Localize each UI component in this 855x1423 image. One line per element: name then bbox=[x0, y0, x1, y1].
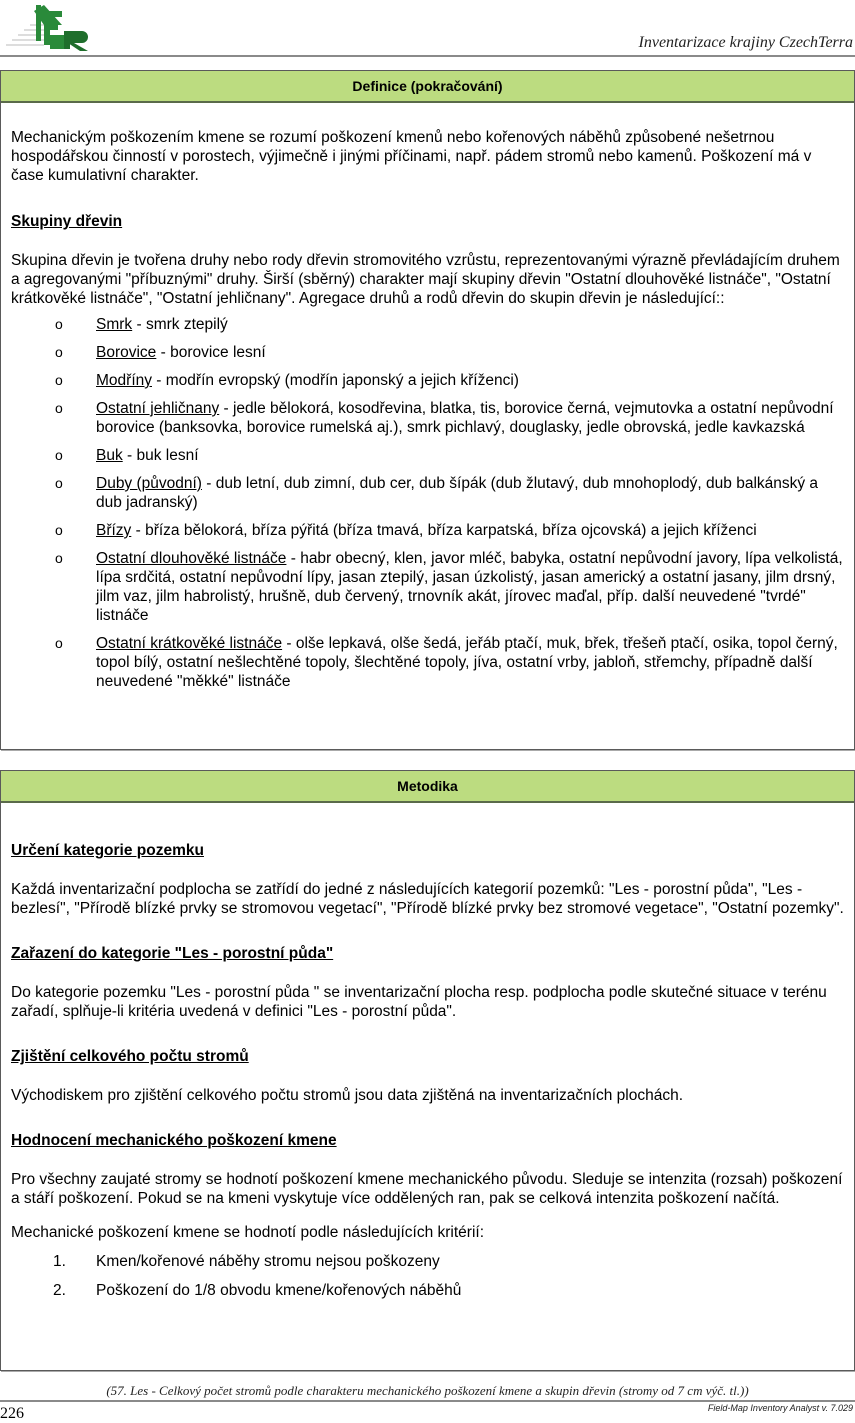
criteria-list bbox=[11, 1252, 844, 1300]
bullet-icon: o bbox=[55, 475, 63, 491]
methodology-body bbox=[1, 841, 854, 1300]
group-description: - dub letní, dub zimní, dub cer, dub šípák (dub žlutavý, dub mnohoplodý, dub balkánský a dub jadranský) bbox=[96, 475, 819, 511]
tree-groups-title: Skupiny dřevin bbox=[11, 213, 123, 230]
criteria-intro: Mechanické poškození kmene se hodnotí podle následujících kritérií: bbox=[11, 1224, 485, 1241]
item-number: 2. bbox=[53, 1282, 66, 1299]
section-title: Zařazení do kategorie "Les - porostní půda" bbox=[11, 945, 334, 962]
criterion-text: Kmen/kořenové náběhy stromu nejsou poškozeny bbox=[96, 1253, 440, 1270]
group-description: - olše lepkavá, olše šedá, jeřáb ptačí, muk, břek, třešeň ptačí, osika, topol černý, topol bílý, ostatní nešlechtěné topoly, šlechtěné topoly, jíva, ostatní vrby, jabloň, střemchy, případně další neuvedené "měkké" listnáče bbox=[96, 635, 838, 690]
group-description: - habr obecný, klen, javor mléč, babyka, ostatní nepůvodní javory, lípa velkolistá, lípa srdčitá, ostatní nepůvodní lípy, jasan ztepilý, jasan úzkolistý, jasan americký a ostatní jasany, jilm drsný, jilm vaz, jilm habrolistý, hrušně, dub červený, trnovník akát, jírovec maďal, příp. další neuvedené "tvrdé" listnáče bbox=[96, 550, 843, 624]
ifer-logo-icon bbox=[4, 3, 96, 51]
methodology-box bbox=[0, 770, 855, 1371]
bullet-icon: o bbox=[55, 372, 63, 388]
methodology-heading: Metodika bbox=[1, 771, 854, 803]
group-name: Břízy bbox=[96, 522, 132, 539]
bullet-icon: o bbox=[55, 400, 63, 416]
list-item bbox=[11, 343, 844, 362]
section-title: Hodnocení mechanického poškození kmene bbox=[11, 1132, 337, 1149]
app-version: Field-Map Inventory Analyst v. 7.029 bbox=[707, 1403, 853, 1413]
footer-divider bbox=[0, 1400, 855, 1402]
bullet-icon: o bbox=[55, 316, 63, 332]
list-item bbox=[11, 1281, 844, 1300]
group-name: Borovice bbox=[96, 344, 157, 361]
group-description: - jedle bělokorá, kosodřevina, blatka, tis, borovice černá, vejmutovka a ostatní nepůvodní borovice (banksovka, borovice rumelská aj.), smrk pichlavý, douglasky, jedle obrovská, jedle kavkazská bbox=[96, 400, 834, 436]
page-number: 226 bbox=[0, 1405, 24, 1422]
list-item bbox=[11, 371, 844, 390]
group-name: Ostatní dlouhověké listnáče bbox=[96, 550, 287, 567]
bullet-icon: o bbox=[55, 550, 63, 566]
group-name: Smrk bbox=[96, 316, 133, 333]
list-item bbox=[11, 634, 844, 691]
list-item bbox=[11, 549, 844, 625]
section-text: Do kategorie pozemku "Les - porostní půda " se inventarizační plocha resp. podplocha podle skutečné situace v terénu zařadí, splňuje-li kritéria uvedená v definici "Les - porostní půda". bbox=[11, 984, 827, 1020]
list-item bbox=[11, 315, 844, 334]
group-description: - bříza bělokorá, bříza pýřitá (bříza tmavá, bříza karpatská, bříza ojcovská) a jejich kříženci bbox=[131, 522, 757, 539]
group-name: Duby (původní) bbox=[96, 475, 202, 492]
bullet-icon: o bbox=[55, 447, 63, 463]
criterion-text: Poškození do 1/8 obvodu kmene/kořenových náběhů bbox=[96, 1282, 462, 1299]
bullet-icon: o bbox=[55, 522, 63, 538]
group-description: - modřín evropský (modřín japonský a jejich kříženci) bbox=[152, 372, 519, 389]
section-title: Zjištění celkového počtu stromů bbox=[11, 1048, 249, 1065]
group-name: Buk bbox=[96, 447, 123, 464]
damage-definition-text: Mechanickým poškozením kmene se rozumí poškození kmenů nebo kořenových náběhů způsobené nešetrnou hospodářskou činností v porostech, výjimečně i jinými příčinami, např. pádem stromů nebo kamenů. Poškození má v čase kumulativní charakter. bbox=[11, 129, 812, 184]
definitions-box bbox=[0, 70, 855, 750]
section-text: Pro všechny zaujaté stromy se hodnotí poškození kmene mechanického původu. Sleduje se intenzita (rozsah) poškození a stáří poškození. Pokud se na kmeni vyskytuje více oddělených ran, pak se celková intenzita poškození načítá. bbox=[11, 1171, 843, 1207]
header-divider bbox=[0, 55, 855, 57]
item-number: 1. bbox=[53, 1253, 66, 1270]
tree-groups-list bbox=[11, 315, 844, 691]
group-description: - smrk ztepilý bbox=[132, 316, 228, 333]
group-name: Modříny bbox=[96, 372, 152, 389]
group-description: - borovice lesní bbox=[156, 344, 266, 361]
section-text: Východiskem pro zjištění celkového počtu stromů jsou data zjištěná na inventarizačních plochách. bbox=[11, 1087, 684, 1104]
table-caption: (57. Les - Celkový počet stromů podle charakteru mechanického poškození kmene a skupin dřevin (stromy od 7 cm výč. tl.)) bbox=[106, 1383, 749, 1398]
list-item bbox=[11, 446, 844, 465]
tree-groups-text: Skupina dřevin je tvořena druhy nebo rody dřevin stromovitého vzrůstu, reprezentovanými výrazně převládajícím druhem a agregovanými "příbuznými" druhy. Širší (sběrný) charakter mají skupiny dřevin "Ostatní dlouhověké listnáče", "Ostatní krátkověké listnáče", "Ostatní jehličnany". Agregace druhů a rodů dřevin do skupin dřevin je následující:: bbox=[11, 252, 840, 307]
page-header bbox=[0, 0, 855, 58]
list-item bbox=[11, 474, 844, 512]
group-name: Ostatní krátkověké listnáče bbox=[96, 635, 283, 652]
group-description: - buk lesní bbox=[122, 447, 199, 464]
definitions-body bbox=[1, 128, 854, 691]
group-name: Ostatní jehličnany bbox=[96, 400, 220, 417]
list-item bbox=[11, 521, 844, 540]
section-text: Každá inventarizační podplocha se zatřídí do jedné z následujících kategorií pozemků: "Les - porostní půda", "Les - bezlesí", "Přírodě blízké prvky se stromovou vegetací", "Přírodě blízké prvky bez stromové vegetace", "Ostatní pozemky". bbox=[11, 881, 844, 917]
section-title: Určení kategorie pozemku bbox=[11, 842, 204, 859]
bullet-icon: o bbox=[55, 344, 63, 360]
bullet-icon: o bbox=[55, 635, 63, 651]
list-item bbox=[11, 399, 844, 437]
document-title: Inventarizace krajiny CzechTerra bbox=[638, 34, 853, 51]
definitions-heading: Definice (pokračování) bbox=[1, 71, 854, 103]
list-item bbox=[11, 1252, 844, 1271]
